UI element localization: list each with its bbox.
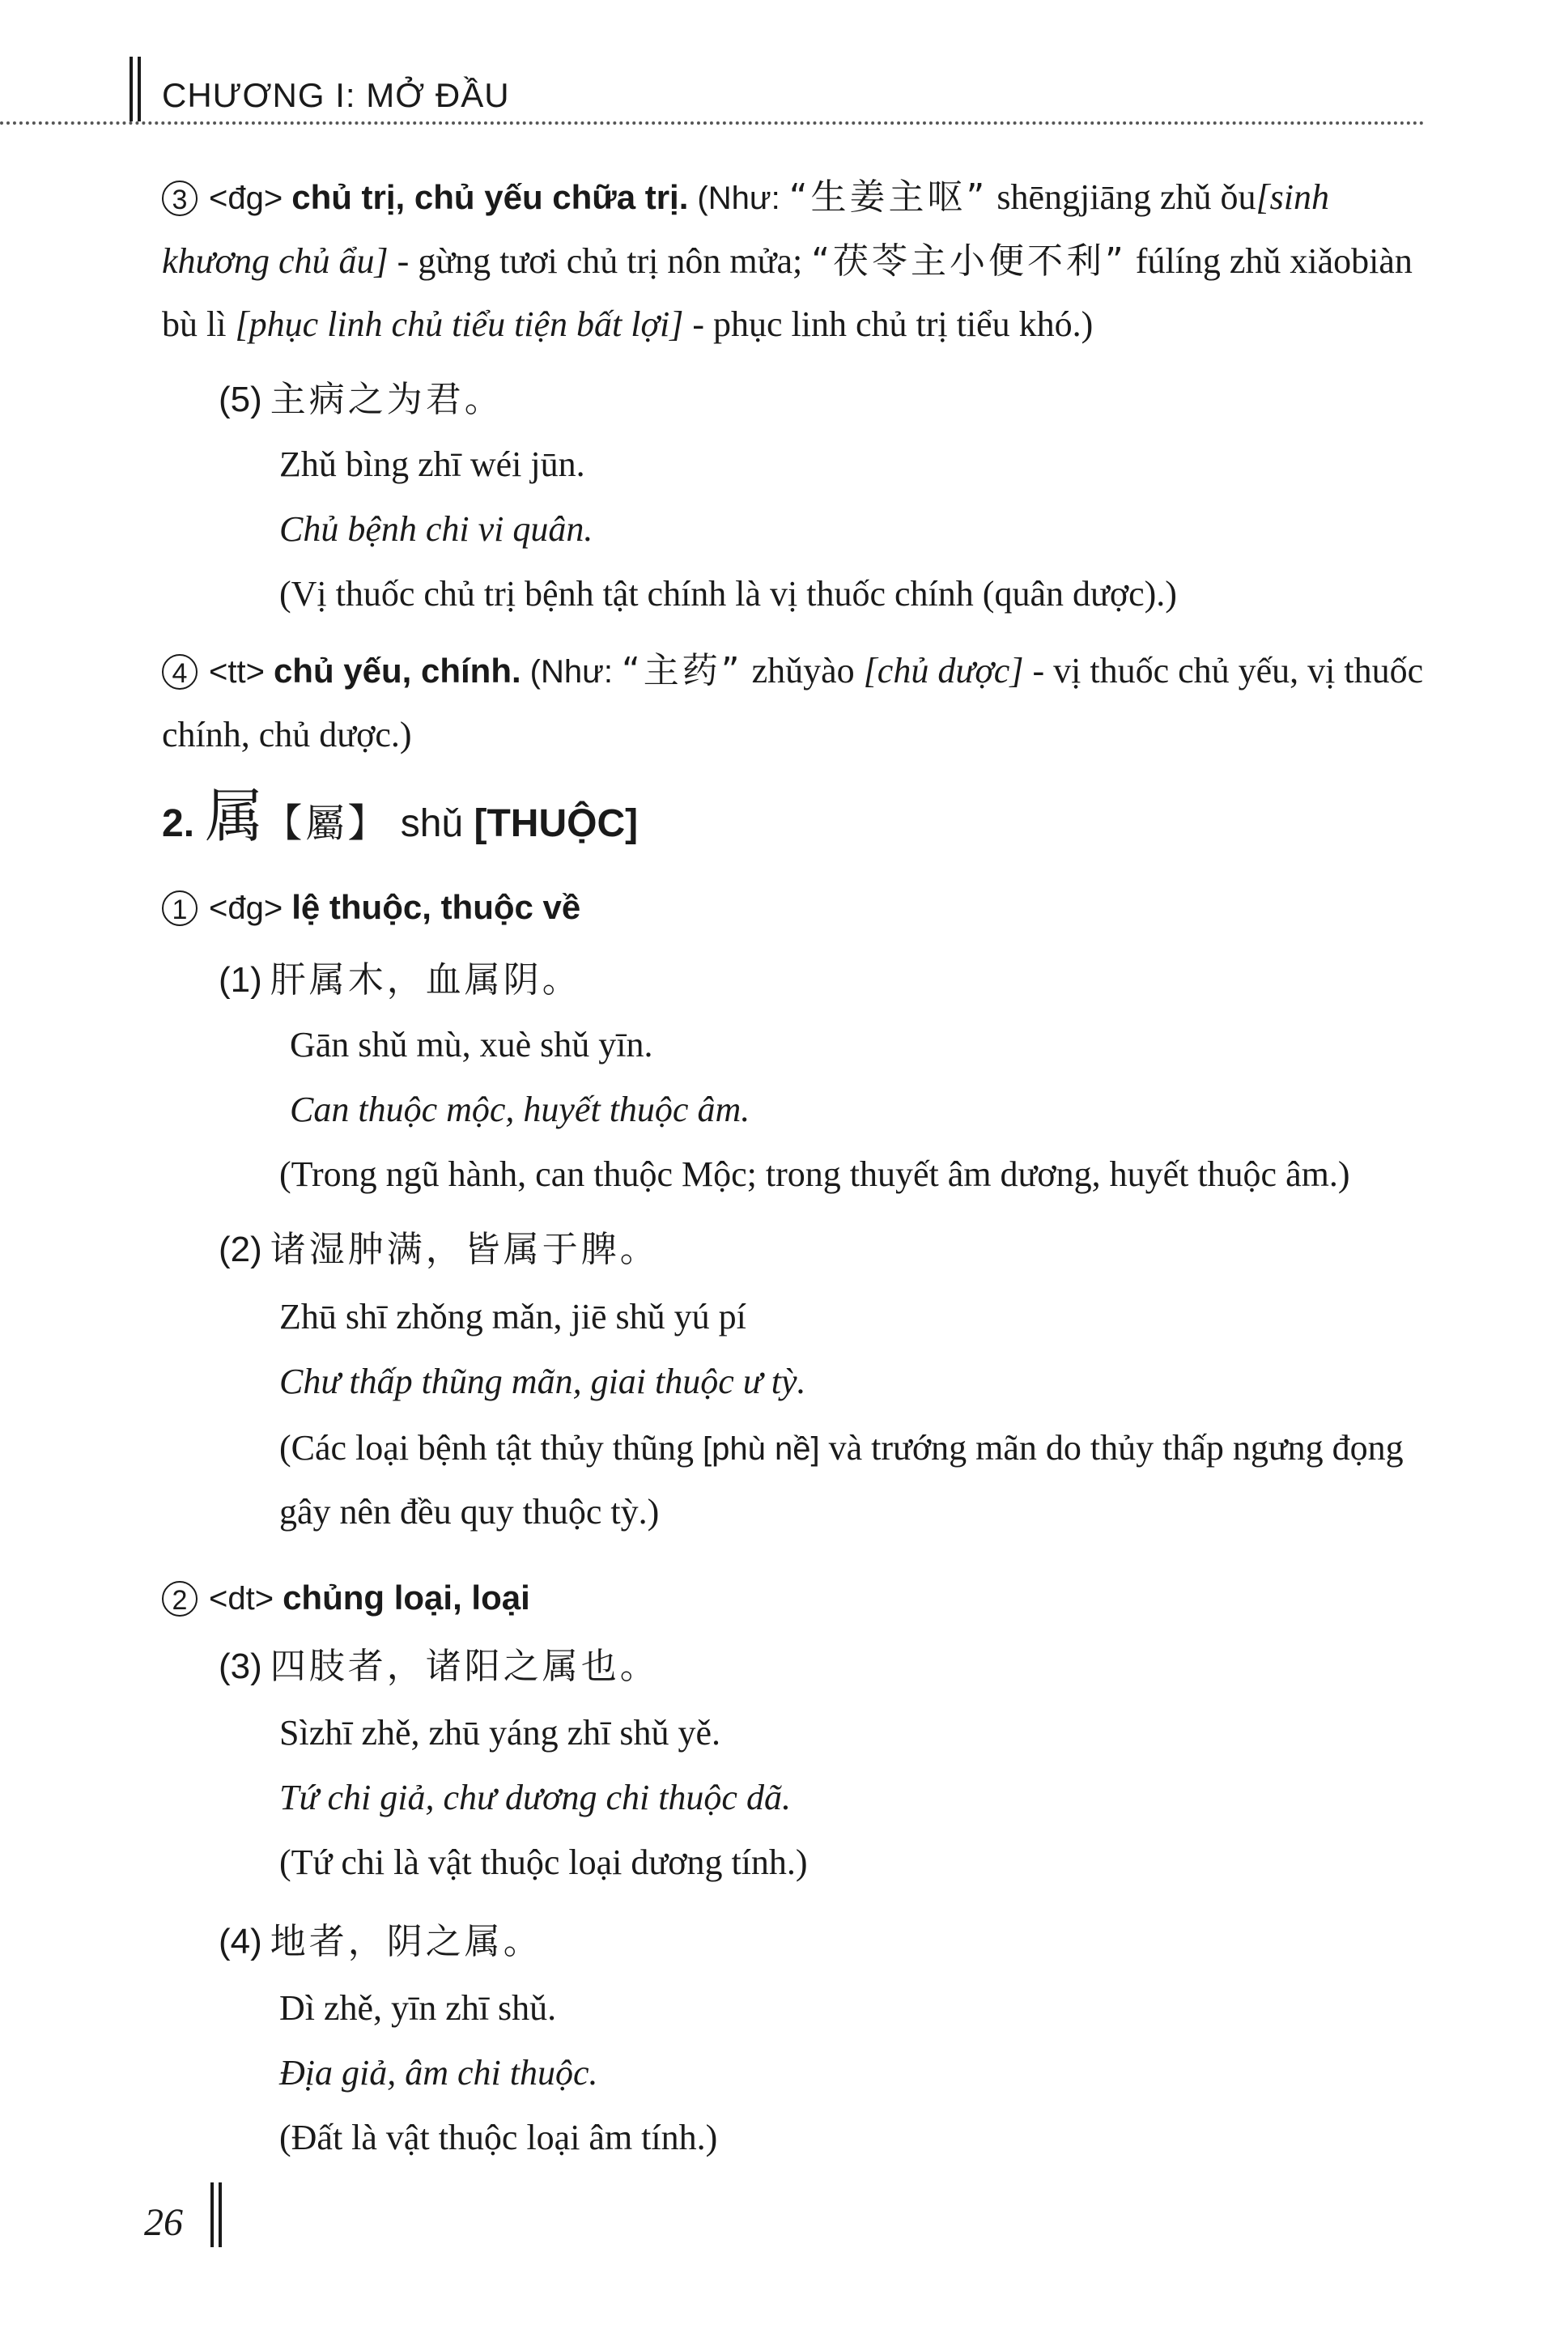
example-2-meaning: (Các loại bệnh tật thủy thũng [phù nề] và trướng mãn do thủy thấp ngưng đọng gây nên đều quy thuộc tỳ.) — [279, 1428, 1404, 1532]
sense-gloss: chủ yếu, chính. — [273, 652, 521, 690]
entry-heading: 2. 属【屬】 shǔ [THUỘC] — [162, 782, 639, 850]
example-4-meaning: (Đất là vật thuộc loại âm tính.) — [279, 2118, 718, 2157]
example-3-meaning: (Tứ chi là vật thuộc loại dương tính.) — [279, 1842, 808, 1882]
traditional-form: 【屬】 — [263, 801, 390, 846]
circled-number: 1 — [162, 890, 198, 926]
page-number: 26 — [144, 2201, 183, 2244]
example-3-pinyin: Sìzhī zhě, zhū yáng zhī shǔ yě. — [279, 1713, 720, 1753]
example-3-chinese: (3) 四肢者，诸阳之属也。 — [219, 1646, 659, 1687]
example-1-pinyin: Gān shǔ mù, xuè shǔ yīn. — [290, 1025, 653, 1065]
example-2-hanviet: Chư thấp thũng mãn, giai thuộc ư tỳ. — [279, 1362, 806, 1401]
example-2-chinese: (2) 诸湿肿满，皆属于脾。 — [219, 1229, 659, 1270]
example-3-hanviet: Tứ chi giả, chư dương chi thuộc dã. — [279, 1778, 791, 1817]
pos-tag: <đg> — [209, 181, 283, 216]
example-chinese: “主药” — [622, 650, 743, 691]
headword-hanviet: [THUỘC] — [474, 802, 639, 845]
example-5-pinyin: Zhǔ bìng zhī wéi jūn. — [279, 444, 585, 484]
sense-4: 4 <tt> chủ yếu, chính. (Như: “主药” zhǔyào [chủ dược] - vị thuốc chủ yếu, vị thuốc chính, chủ dược.) — [162, 650, 1424, 754]
example-chinese: “茯苓主小便不利” — [811, 240, 1127, 282]
header-double-bar — [130, 57, 141, 121]
example-chinese: “生姜主呕” — [788, 176, 988, 218]
pos-tag: <đg> — [209, 890, 283, 926]
pos-tag: <dt> — [209, 1581, 274, 1617]
example-5-hanviet: Chủ bệnh chi vi quân. — [279, 509, 593, 549]
footer-double-bar — [210, 2182, 222, 2247]
sense-2 — [162, 1566, 1425, 1630]
circled-number: 4 — [162, 654, 198, 690]
example-4-chinese: (4) 地者，阴之属。 — [219, 1921, 542, 1962]
header-dotted-rule — [0, 121, 1425, 125]
example-5-chinese: (5) 主病之为君。 — [219, 379, 504, 420]
example-1-meaning: (Trong ngũ hành, can thuộc Mộc; trong thuyết âm dương, huyết thuộc âm.) — [279, 1154, 1350, 1194]
example-4-hanviet: Địa giả, âm chi thuộc. — [279, 2053, 598, 2093]
sense-1 — [162, 876, 1425, 940]
example-5-meaning: (Vị thuốc chủ trị bệnh tật chính là vị thuốc chính (quân dược).) — [279, 574, 1177, 614]
headword-pinyin: shǔ — [400, 802, 464, 845]
example-1-chinese: (1) 肝属木，血属阴。 — [219, 959, 581, 1001]
chapter-title: CHƯƠNG I: MỞ ĐẦU — [162, 76, 510, 114]
circled-number: 2 — [162, 1581, 198, 1617]
example-4-pinyin: Dì zhě, yīn zhī shǔ. — [279, 1988, 557, 2028]
pos-tag: <tt> — [209, 654, 265, 690]
headword-char: 属 — [205, 782, 264, 850]
example-1-hanviet: Can thuộc mộc, huyết thuộc âm. — [290, 1090, 750, 1129]
circled-number: 3 — [162, 181, 198, 216]
sense-gloss: lệ thuộc, thuộc về — [291, 888, 581, 926]
sense-gloss: chủng loại, loại — [283, 1579, 530, 1617]
sense-3: 3 <đg> chủ trị, chủ yếu chữa trị. (Như: “生姜主呕” shēngjiāng zhǔ ǒu[sinh khương chủ ẩu] - gừng tươi chủ trị nôn mửa; “茯苓主小便不利” fúlíng zhǔ xiǎobiàn bù lì [phục linh chủ tiểu tiện bất lợi] - phục linh chủ trị tiểu khó.) — [162, 176, 1413, 344]
sense-gloss: chủ trị, chủ yếu chữa trị. — [291, 178, 689, 216]
example-2-pinyin: Zhū shī zhǒng mǎn, jiē shǔ yú pí — [279, 1297, 746, 1336]
